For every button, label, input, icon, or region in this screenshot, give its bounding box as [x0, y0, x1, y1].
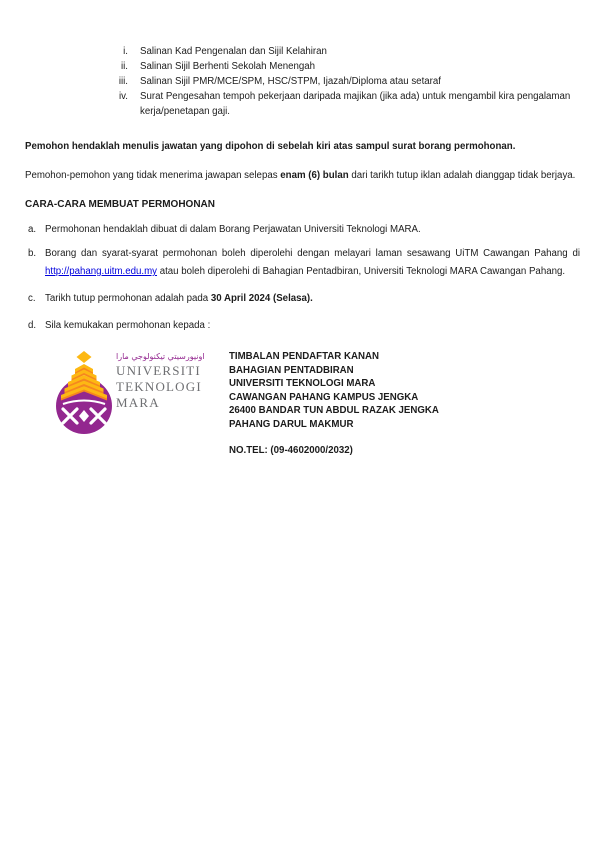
uitm-logo-icon	[55, 350, 113, 435]
address-line: 26400 BANDAR TUN ABDUL RAZAK JENGKA	[229, 405, 439, 416]
step-a	[25, 222, 580, 237]
address-line: UNIVERSITI TEKNOLOGI MARA	[229, 378, 376, 389]
address-line: TIMBALAN PENDAFTAR KANAN	[229, 351, 379, 362]
list-item	[25, 74, 580, 89]
list-item	[25, 59, 580, 74]
contact-block	[25, 350, 580, 458]
step-text: Permohonan hendaklah dibuat di dalam Borang Perjawatan Universiti Teknologi MARA.	[45, 224, 421, 235]
envelope-instruction-note: Pemohon hendaklah menulis jawatan yang dipohon di sebelah kiri atas sampul surat borang permohonan.	[25, 141, 516, 152]
step-b-pre: Borang dan syarat-syarat permohonan boleh diperolehi dengan melayari laman sesawang UiTM Cawangan Pahang di	[45, 248, 580, 259]
step-text	[45, 291, 580, 306]
pahang-uitm-link[interactable]: http://pahang.uitm.edu.my	[45, 266, 158, 277]
step-b-post: atau boleh diperolehi di Bahagian Pentadbiran, Universiti Teknologi MARA Cawangan Pahang.	[157, 266, 566, 277]
step-marker: b.	[28, 248, 37, 259]
wordmark-line: MARA	[116, 395, 160, 410]
step-text: Sila kemukakan permohonan kepada :	[45, 320, 211, 331]
list-marker: iv.	[119, 91, 128, 102]
list-item	[25, 89, 580, 119]
section-heading: CARA-CARA MEMBUAT PERMOHONAN	[25, 199, 215, 210]
closing-date: 30 April 2024 (Selasa).	[210, 293, 313, 304]
step-d	[25, 318, 580, 333]
uitm-wordmark	[116, 350, 219, 411]
list-text: Salinan Sijil PMR/MCE/SPM, HSC/STPM, Ijazah/Diploma atau setaraf	[140, 76, 441, 87]
step-c-pre: Tarikh tutup permohonan adalah pada	[45, 293, 211, 304]
list-text: Salinan Sijil Berhenti Sekolah Menengah	[140, 61, 316, 72]
mailing-address	[229, 350, 439, 458]
telephone-number: NO.TEL: (09-4602000/2032)	[229, 445, 353, 456]
application-steps	[25, 222, 580, 333]
step-c	[25, 291, 580, 306]
wordmark-line: UNIVERSITI	[116, 363, 201, 378]
list-marker: iii.	[118, 76, 128, 87]
list-marker: ii.	[121, 61, 128, 72]
list-item	[25, 44, 580, 59]
address-line: PAHANG DARUL MAKMUR	[229, 418, 354, 430]
response-note-pre: Pemohon-pemohon yang tidak menerima jawapan selepas	[25, 170, 281, 181]
response-note-post: dari tarikh tutup iklan adalah dianggap tidak berjaya.	[348, 170, 576, 181]
step-marker: a.	[28, 224, 37, 235]
step-b	[25, 245, 580, 281]
response-note	[25, 168, 580, 183]
response-note-bold: enam (6) bulan	[280, 170, 349, 181]
document-checklist	[25, 44, 580, 119]
step-marker: c.	[28, 293, 36, 304]
wordmark-line: TEKNOLOGI	[116, 379, 202, 394]
list-marker: i.	[123, 46, 128, 57]
step-text	[45, 245, 580, 281]
address-line: CAWANGAN PAHANG KAMPUS JENGKA	[229, 391, 419, 403]
list-text: Salinan Kad Pengenalan dan Sijil Kelahiran	[140, 46, 327, 57]
address-line: BAHAGIAN PENTADBIRAN	[229, 364, 354, 376]
step-marker: d.	[28, 320, 37, 331]
list-text: Surat Pengesahan tempoh pekerjaan daripada majikan (jika ada) untuk mengambil kira pengalaman kerja/penetapan gaji.	[140, 91, 571, 117]
jawi-calligraphy: اونيورسيتي تيكنولوجي مارا	[116, 352, 205, 361]
